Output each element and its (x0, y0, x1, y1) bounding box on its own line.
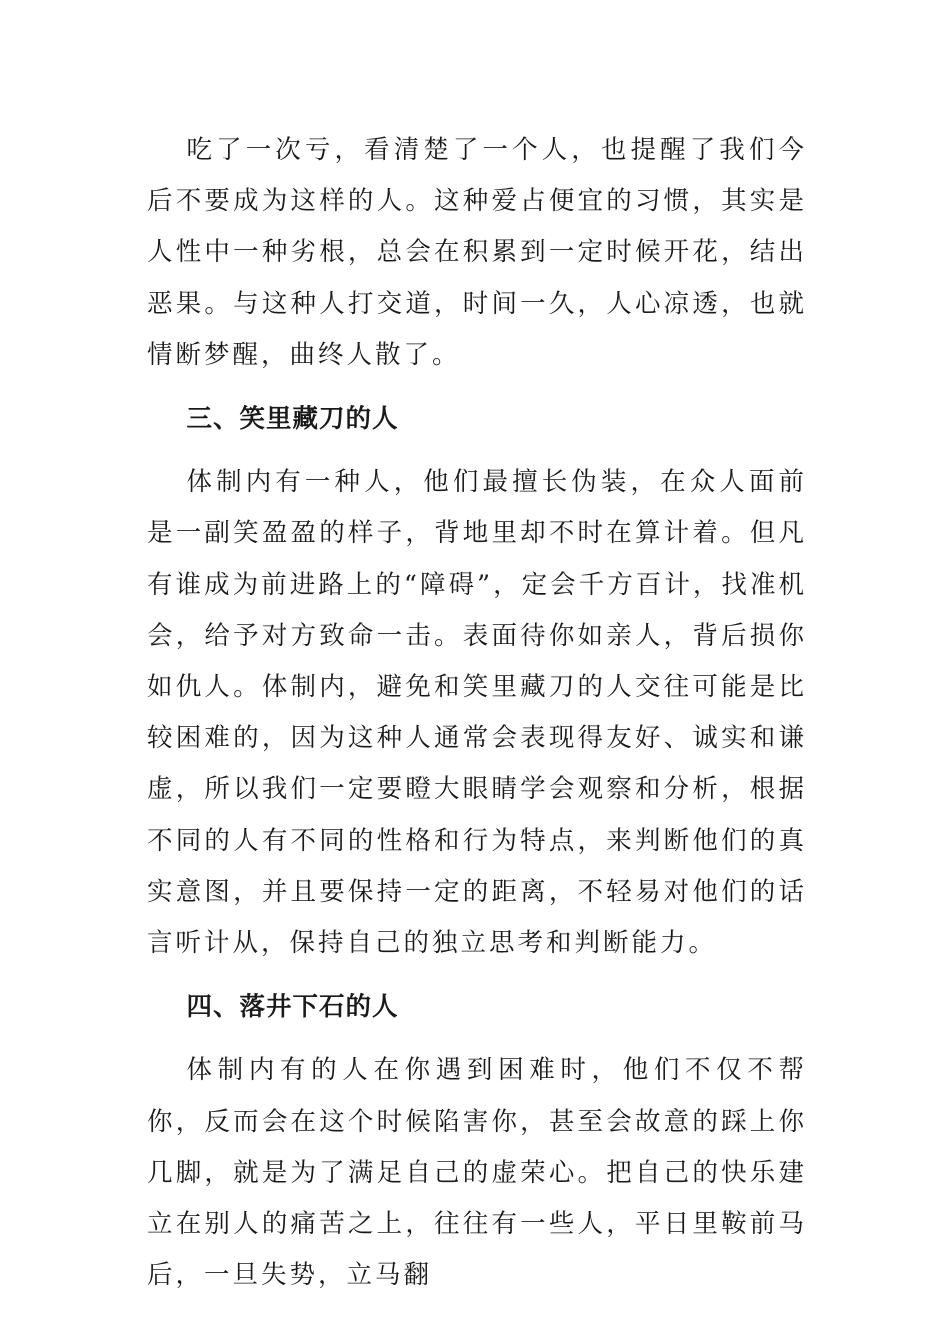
section-heading-3: 三、笑里藏刀的人 (186, 403, 399, 434)
section-heading-4: 四、落井下石的人 (186, 991, 399, 1022)
paragraph-section-3: 体制内有一种人，他们最擅长伪装，在众人面前是一副笑盈盈的样子，背地里却不时在算计着。但凡有谁成为前进路上的“障碍”，定会千方百计，找准机会，给予对方致命一击。表面待你如亲人，背后损你如仇人。体制内，避免和笑里藏刀的人交往可能是比较困难的，因为这种人通常会表现得友好、诚实和谦虚，所以我们一定要瞪大眼睛学会观察和分析，根据不同的人有不同的性格和行为特点，来判断他们的真实意图，并且要保持一定的距离，不轻易对他们的话言听计从，保持自己的独立思考和判断能力。 (147, 467, 807, 959)
paragraph-section-4: 体制内有的人在你遇到困难时，他们不仅不帮你，反而会在这个时候陷害你，甚至会故意的踩上你几脚，就是为了满足自己的虚荣心。把自己的快乐建立在别人的痛苦之上，往往有一些人，平日里鞍前马后，一旦失势，立马翻 (147, 1055, 807, 1291)
document-body (147, 125, 807, 1314)
paragraph-intro: 吃了一次亏，看清楚了一个人，也提醒了我们今后不要成为这样的人。这种爱占便宜的习惯，其实是人性中一种劣根，总会在积累到一定时候开花，结出恶果。与这种人打交道，时间一久，人心凉透，也就情断梦醒，曲终人散了。 (147, 135, 807, 370)
